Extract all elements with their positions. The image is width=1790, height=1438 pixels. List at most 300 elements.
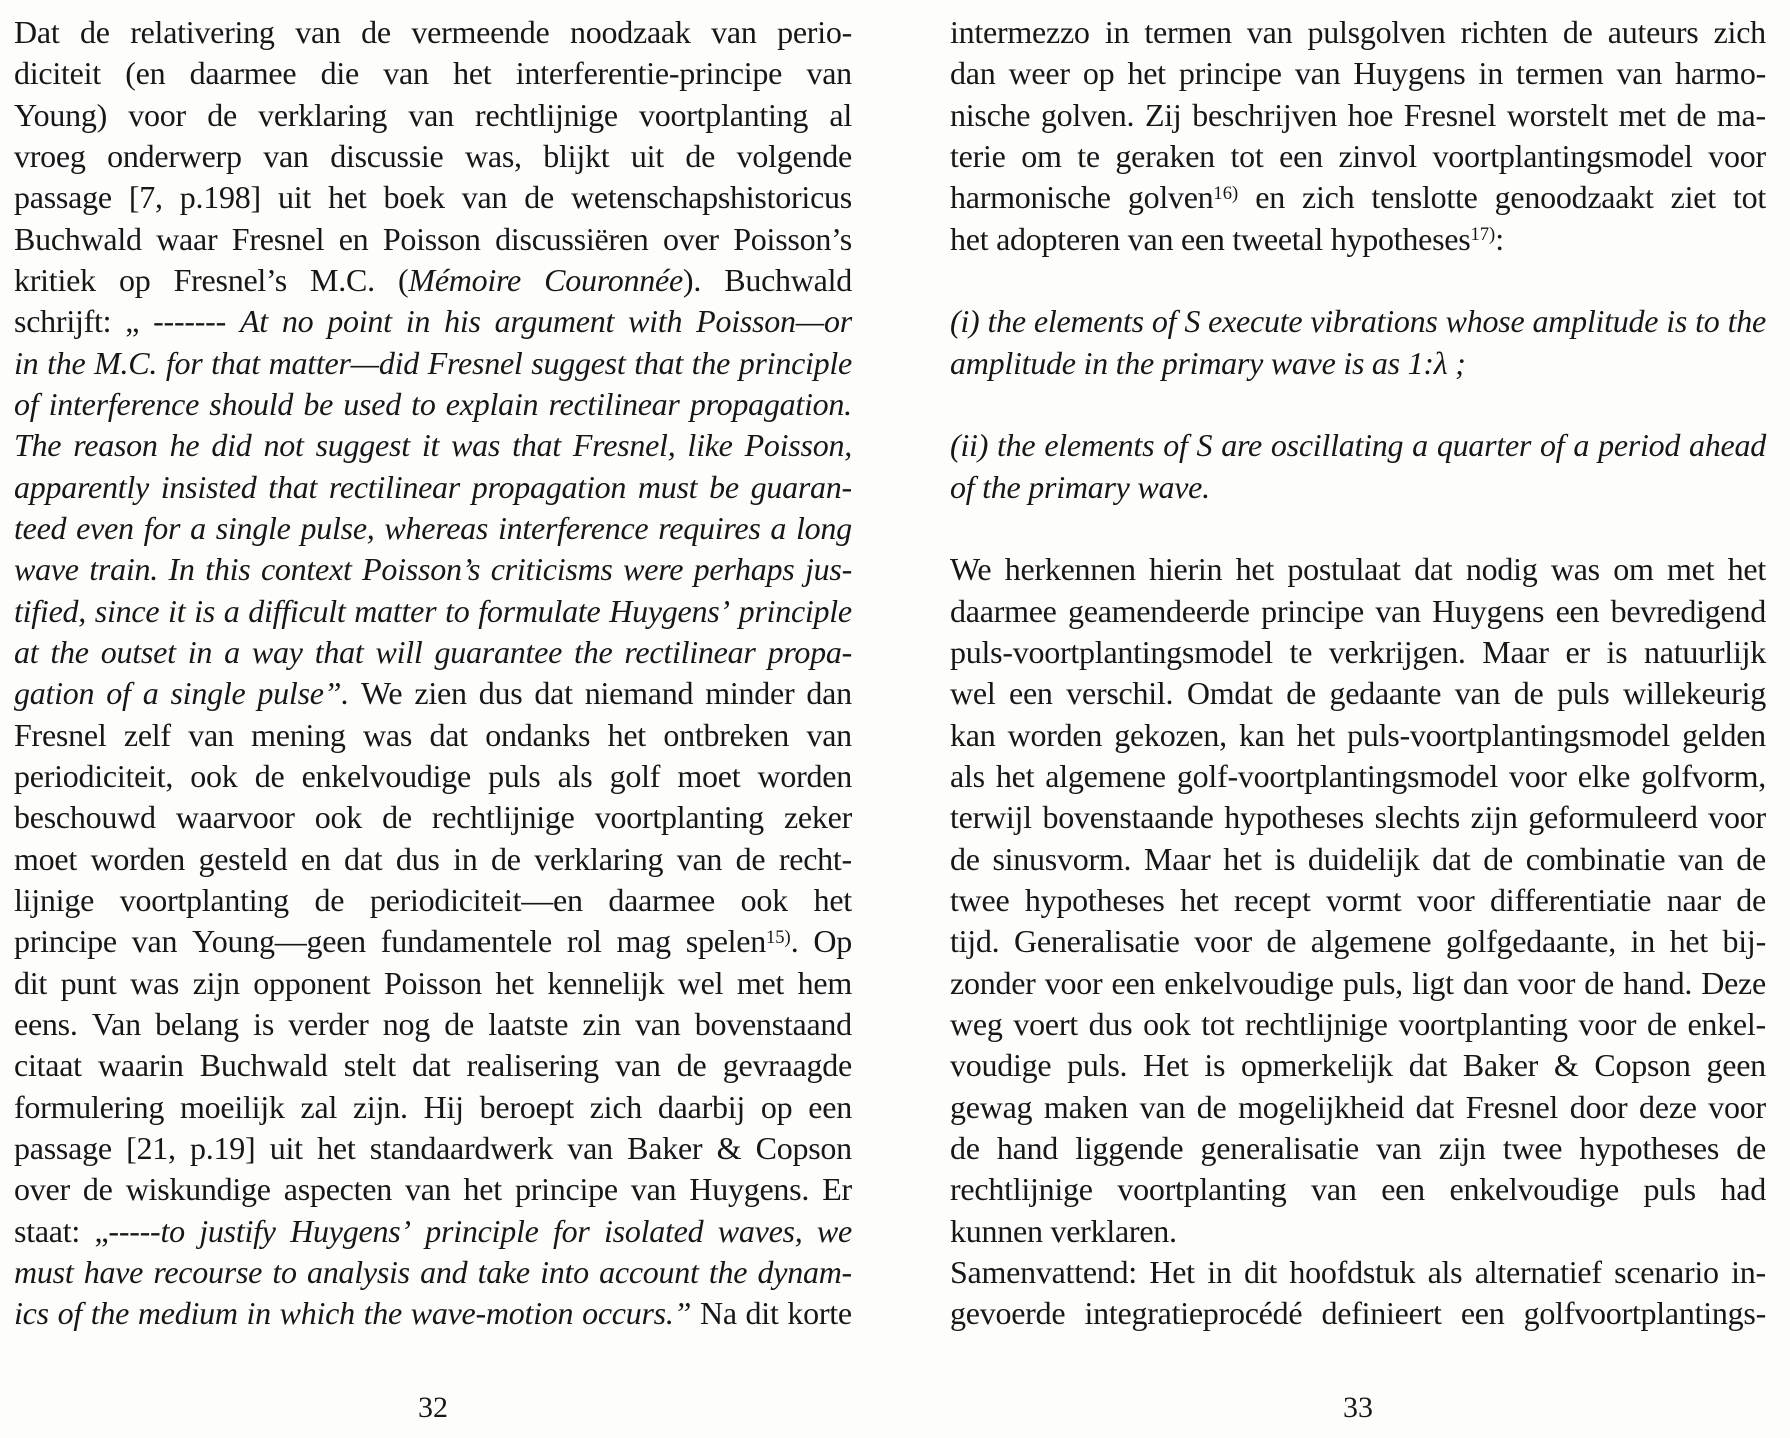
word (361, 673, 402, 714)
text-line (14, 343, 852, 384)
word (1009, 673, 1053, 714)
word (631, 136, 664, 177)
word (1005, 549, 1136, 590)
body-text: principe (1178, 55, 1282, 92)
body-text: realisering (466, 1047, 599, 1084)
word (1667, 880, 1721, 921)
word (176, 797, 295, 838)
word (1551, 549, 1600, 590)
italic-text: were (623, 551, 684, 588)
word (363, 715, 412, 756)
italic-text: pulse”. (257, 675, 350, 712)
body-text: Dat (14, 14, 60, 50)
body-text: is (1606, 633, 1628, 670)
word (1041, 95, 1134, 136)
word (343, 384, 401, 425)
word (192, 921, 366, 962)
word (329, 467, 460, 508)
body-text: zijn. (352, 1088, 408, 1125)
body-text: citaat (14, 1047, 82, 1084)
body-text: met (1667, 551, 1715, 588)
italic-text: tified, (14, 592, 87, 629)
word (282, 301, 314, 342)
body-text: de (490, 840, 521, 877)
word (950, 177, 1111, 218)
word (677, 1045, 707, 1086)
word (408, 95, 453, 136)
italic-text: pulse, (300, 509, 375, 546)
word (1179, 53, 1282, 94)
word (364, 1293, 402, 1334)
body-text: in (1630, 923, 1655, 960)
italic-text: point (327, 303, 392, 340)
body-text: puls-voortplantingsmodel (1347, 716, 1670, 753)
word (516, 53, 782, 94)
word (339, 219, 369, 260)
body-text: Hij (423, 1088, 464, 1125)
word (574, 632, 612, 673)
text-line (950, 1211, 1766, 1252)
word (997, 1128, 1058, 1169)
italic-text: propa- (767, 633, 852, 670)
word (567, 1128, 612, 1169)
word (1279, 136, 1323, 177)
italic-text: with (628, 303, 683, 340)
body-text: Fresnel (1403, 96, 1497, 133)
body-text: noodzaak (570, 14, 691, 50)
word (429, 715, 467, 756)
body-text: volgende (736, 137, 852, 174)
word (746, 1293, 779, 1334)
body-text: mening (251, 716, 346, 753)
body-text: Poisson (382, 220, 481, 257)
italic-text: to (1695, 303, 1720, 340)
word (687, 425, 732, 466)
italic-text: gation (14, 675, 95, 712)
word (540, 1252, 589, 1293)
word (806, 715, 851, 756)
body-text: voortplantingsmodel (1432, 137, 1693, 174)
word (1728, 301, 1766, 342)
italic-text: in (187, 633, 213, 670)
italic-text: formulate (478, 592, 601, 629)
body-text: relativering (130, 14, 275, 50)
word (80, 12, 110, 53)
word (623, 549, 683, 590)
word (330, 136, 443, 177)
italic-text: analysis (306, 1253, 410, 1290)
body-text: zijn (1438, 1129, 1486, 1166)
body-text: dus (478, 675, 523, 712)
body-text: willekeurig (1622, 675, 1766, 712)
body-text: Deze (1701, 964, 1766, 1001)
word (1204, 1045, 1225, 1086)
italic-text: context (260, 551, 352, 588)
italic-text: is (1666, 303, 1688, 340)
word (1042, 797, 1213, 838)
word (1461, 12, 1548, 53)
word (14, 508, 66, 549)
word (1347, 715, 1670, 756)
word (14, 1087, 164, 1128)
word (1044, 1087, 1128, 1128)
body-text: Poisson’s (733, 220, 852, 257)
word (639, 95, 808, 136)
text-line (950, 921, 1766, 962)
word (495, 301, 614, 342)
word (143, 673, 159, 714)
italic-text: single (170, 675, 246, 712)
word (1289, 1252, 1415, 1293)
italic-text: Couronnée (544, 261, 683, 298)
word (288, 1004, 368, 1045)
body-text: van (1294, 55, 1341, 92)
body-text: het (1127, 55, 1166, 92)
word (1524, 1293, 1766, 1334)
word (1241, 1045, 1393, 1086)
word (280, 1293, 355, 1334)
word (317, 1128, 355, 1169)
word (90, 839, 184, 880)
word (315, 880, 345, 921)
word (1187, 673, 1273, 714)
word (950, 425, 988, 466)
body-text: generalisatie (1200, 1129, 1359, 1166)
body-text: zinvol (1338, 137, 1417, 174)
body-text: de (1646, 1005, 1677, 1042)
body-text: kunnen verklaren. (950, 1212, 1177, 1249)
word (737, 136, 852, 177)
word (138, 1293, 238, 1334)
word (1736, 880, 1766, 921)
body-text: wiskundige (125, 1171, 271, 1208)
body-text: die (320, 55, 359, 92)
body-text: zelf (123, 716, 171, 753)
body-text: had (1720, 1171, 1766, 1208)
body-text: bevredigend (1610, 592, 1766, 629)
word (1201, 1004, 1234, 1045)
body-text: van (567, 1129, 613, 1166)
word (515, 1169, 618, 1210)
body-text: Huygens. (689, 1171, 810, 1208)
italic-text: in (405, 303, 431, 340)
body-text: het (328, 179, 367, 216)
word (1736, 839, 1766, 880)
body-text: opmerkelijk (1241, 1047, 1393, 1084)
word (1598, 425, 1680, 466)
word (582, 1293, 691, 1334)
word (617, 921, 671, 962)
word (1014, 921, 1180, 962)
word (255, 756, 285, 797)
word (1192, 95, 1337, 136)
word (1025, 880, 1165, 921)
word (1381, 1169, 1425, 1210)
italic-text: vibrations (1310, 303, 1438, 340)
word (190, 508, 206, 549)
italic-text: a (190, 509, 206, 546)
body-text: vroeg (14, 137, 86, 174)
body-text: het (495, 964, 534, 1001)
italic-text: was (451, 427, 501, 464)
word (207, 95, 237, 136)
text-line (950, 797, 1766, 838)
word (544, 260, 701, 301)
body-text: van (1311, 1171, 1357, 1208)
body-text: recht- (778, 840, 852, 877)
body-text: de (735, 840, 766, 877)
word (608, 715, 646, 756)
word (950, 1128, 980, 1169)
word (1446, 301, 1525, 342)
word (465, 136, 522, 177)
italic-text: that (314, 633, 364, 670)
word (1578, 756, 1630, 797)
body-text: hypotheses (1024, 881, 1165, 918)
word (83, 1169, 113, 1210)
word (950, 921, 999, 962)
body-text: de (950, 840, 980, 877)
word (1247, 12, 1292, 53)
word (950, 549, 991, 590)
word (950, 12, 1090, 53)
body-text: ontbreken (663, 716, 790, 753)
body-text: belang (155, 1005, 239, 1042)
word (950, 756, 985, 797)
body-text: wetenschapshistoricus (571, 179, 852, 216)
word (14, 715, 106, 756)
body-text: twee (950, 881, 1010, 918)
text-line (14, 1293, 852, 1334)
body-text: waar (156, 220, 218, 257)
word (14, 673, 94, 714)
word (1613, 549, 1653, 590)
word (631, 1169, 676, 1210)
text-line (950, 673, 1766, 714)
italic-text: wave-motion (410, 1295, 574, 1332)
body-text: de (685, 137, 716, 174)
body-text: en (338, 220, 369, 257)
text-line (14, 632, 852, 673)
text-line (950, 301, 1766, 342)
body-text: harmonische (950, 179, 1111, 216)
italic-text: amplitude (1532, 303, 1659, 340)
body-text: zin (582, 1005, 621, 1042)
word (1682, 715, 1766, 756)
body-text: [7, (128, 179, 163, 216)
body-text: Baker (627, 1129, 703, 1166)
body-text: stelt (343, 1047, 396, 1084)
word (531, 343, 625, 384)
word (475, 95, 618, 136)
body-text: is (1274, 840, 1296, 877)
body-text: passage (14, 1129, 112, 1166)
word (534, 839, 663, 880)
word (1617, 53, 1662, 94)
body-text: terwijl (950, 799, 1032, 836)
body-text: dat (1408, 1047, 1448, 1084)
body-text: Op (813, 923, 852, 960)
word (155, 1004, 239, 1045)
body-text: van (1616, 55, 1662, 92)
word (950, 1293, 1065, 1334)
body-text: een (1555, 592, 1600, 629)
word (567, 921, 602, 962)
word (1152, 301, 1176, 342)
word (1180, 880, 1218, 921)
word (777, 12, 852, 53)
word (1417, 880, 1475, 921)
word (717, 1128, 742, 1169)
body-text: tot (1732, 179, 1766, 216)
body-text: ( (398, 261, 409, 298)
body-text: de (79, 14, 110, 50)
body-text: van (188, 716, 234, 753)
italic-text: propagation (471, 468, 627, 505)
word (129, 177, 163, 218)
word (14, 1045, 82, 1086)
body-text: herkennen (1004, 551, 1136, 588)
italic-text: he (169, 427, 200, 464)
word (120, 880, 289, 921)
word (784, 797, 852, 838)
footnote-marker: 16) (1213, 182, 1239, 204)
word (14, 467, 149, 508)
word (361, 12, 391, 53)
italic-text: explain (445, 385, 539, 422)
body-text: de (1513, 675, 1544, 712)
body-text: voortplanting (1398, 1005, 1568, 1042)
body-text: Copson (1594, 1047, 1691, 1084)
word (14, 839, 77, 880)
word (822, 1169, 852, 1210)
italic-text: whose (1445, 303, 1525, 340)
word (1677, 95, 1707, 136)
text-line (14, 1128, 852, 1169)
body-text: enkelvoudige (1164, 964, 1334, 1001)
body-text: rechtlijnige (1245, 1005, 1388, 1042)
italic-text: interference (48, 385, 200, 422)
word (1008, 715, 1102, 756)
body-text: puls (1557, 675, 1610, 712)
body-text: het (995, 757, 1035, 794)
text-line (14, 95, 852, 136)
body-text: een (1111, 964, 1156, 1001)
body-text: mag (616, 923, 671, 960)
italic-text: that (268, 468, 318, 505)
word (14, 219, 142, 260)
italic-text: teed (14, 509, 67, 546)
italic-text: At (239, 303, 268, 340)
word (1021, 136, 1061, 177)
body-text: dus (395, 840, 440, 877)
word (14, 756, 173, 797)
body-text: golf-voortplantingsmodel (1176, 757, 1498, 794)
body-text: Van (91, 1005, 141, 1042)
word (1239, 715, 1284, 756)
word (478, 591, 600, 632)
body-text: pulsgolven (1307, 14, 1446, 50)
text-line (14, 1004, 852, 1045)
body-text: dat (534, 675, 573, 712)
body-text: dat (344, 840, 383, 877)
word (491, 549, 613, 590)
word (106, 673, 130, 714)
word (1221, 425, 1262, 466)
body-text: voor (1578, 1005, 1637, 1042)
word (205, 549, 250, 590)
word (193, 963, 240, 1004)
italic-text: of (106, 675, 131, 712)
text-line (950, 839, 1766, 880)
word (686, 921, 799, 967)
word (1194, 921, 1252, 962)
body-text: gelden (1682, 716, 1766, 753)
word (14, 549, 79, 590)
body-text: een (1460, 1295, 1505, 1332)
word (414, 673, 466, 714)
text-line (14, 508, 852, 549)
word (677, 839, 722, 880)
word (384, 508, 488, 549)
body-text: dan (806, 675, 852, 712)
body-text: eens. (14, 1005, 78, 1042)
word (14, 343, 38, 384)
text-line (14, 591, 852, 632)
body-text: zien (414, 675, 467, 712)
body-text: „----- (94, 1212, 161, 1249)
italic-text: suggest (531, 344, 626, 381)
text-line (950, 1045, 1766, 1086)
body-text: tenslotte (1371, 179, 1478, 216)
body-text: dan (950, 55, 996, 92)
word (411, 12, 549, 53)
word (1526, 839, 1666, 880)
body-text: rechtlijnige (475, 96, 618, 133)
word (1479, 53, 1503, 94)
word (595, 797, 764, 838)
word (1067, 1045, 1127, 1086)
body-text: passage (14, 179, 112, 216)
italic-text: even (76, 509, 134, 546)
body-text: Huygens (1432, 592, 1545, 629)
word (462, 177, 507, 218)
body-text: van (635, 1005, 681, 1042)
word (758, 756, 852, 797)
word (988, 301, 1026, 342)
body-text: van (1375, 592, 1421, 629)
body-text: van (806, 716, 852, 753)
word (170, 425, 200, 466)
italic-text: are (1221, 427, 1262, 464)
body-text: waarin (98, 1047, 184, 1084)
word (1066, 673, 1173, 714)
body-text: was (363, 716, 413, 753)
italic-text: quarter (1436, 427, 1532, 464)
body-text: hoe (1347, 96, 1394, 133)
word (1009, 53, 1070, 94)
word (126, 1128, 176, 1169)
word (741, 880, 788, 921)
body-text: scenario (1614, 1253, 1719, 1290)
word (174, 260, 287, 301)
word (1013, 1004, 1078, 1045)
body-text: opponent (253, 964, 371, 1001)
word (724, 260, 852, 301)
italic-text: it (421, 427, 440, 464)
word (779, 839, 852, 880)
word (301, 839, 331, 880)
